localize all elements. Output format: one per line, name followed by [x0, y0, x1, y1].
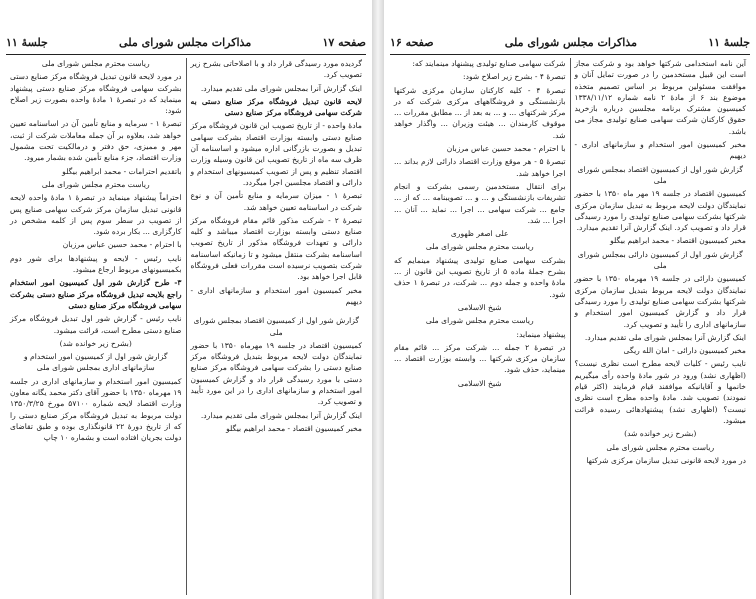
column-right	[571, 58, 751, 595]
bill-title: لایحه قانون تبدیل فروشگاه مرکز صنایع دستی به شرکت سهامی فروشگاه مرکز صنایع دستی	[190, 96, 362, 118]
section-heading: ۳- طرح گزارش شور اول کمیسیون امور استخدام راجع بلایحه تبدیل فروشگاه مرکز صنایع دستی بشرکت سهامی فروشگاه مرکز صنایع دستی	[10, 278, 182, 310]
paragraph: کمیسیون اقتصاد در جلسه ۱۹ مهر ماه ۱۳۵۰ با حضور نمایندگان دولت لایحه مربوط به تبدیل سازمان مرکزی شرکتها بشرکت سهامی صنایع تولیدی را مورد رسیدگی قرار داد و تصویب کرد. اینک گزارش آنرا تقدیم میدارد.	[574, 189, 747, 233]
paragraph: آین نامه استخدامی شرکتها خواهد بود و شرکت مجاز است این قبیل مستخدمین را در صورت تمایل آنان و موافقت مسئولین مربوط بر اساس تصمیم متخذه موضوع بند ۶ از مادهٔ ۲ نامه شماره ۱۳۳۸/۱۱/۱۲ کمیسیون مشترک برنامه مجلسین درباره بازخرید حقوق کارکنان شرکت سهامی صنایع تولیدی مجاز می باشد.	[574, 59, 746, 136]
paragraph: اینک گزارش آنرا بمجلس شورای ملی تقدیم میدارد.	[200, 83, 362, 93]
signature: باتقدیم احترامات - محمد ابراهیم بیگلو	[62, 166, 182, 176]
column-left	[6, 58, 187, 595]
report-heading: گزارش شور اول از کمیسیون امور استخدام و سازمانهای اداری بمجلس شورای ملی	[23, 352, 168, 373]
report-heading: گزارش شور اول از کمیسیون دارائی بمجلس شورای ملی	[577, 249, 743, 271]
session-number: جلسهٔ ۱۱	[708, 35, 750, 49]
page-header	[6, 30, 366, 55]
signature: شیخ الاسلامی	[457, 302, 502, 312]
address-line: ریاست محترم مجلس شورای ملی	[606, 442, 715, 452]
paragraph: شرکت سهامی صنایع تولیدی پیشنهاد مینمایند که:	[412, 59, 566, 68]
text-columns	[6, 58, 366, 595]
paragraph: نایب رئیس - کلیات لایحه مطرح است نظری نیست؟ (اظهاری نشد) ورود در شور مادهٔ واحده رأی میگیریم خانمها و آقایانیکه موافقند قیام فرمایند (اکثر قیام نمودند) تصویب شد. مادهٔ واحده مطرح است نظری نیست؟ (اظهاری نشد) پیشنهادهائی رسیده قرائت میشود.	[574, 359, 746, 425]
paragraph: اینک گزارش آنرا بمجلس شورای ملی تقدیم میدارد.	[200, 410, 362, 420]
report-heading: گزارش شور اول از کمیسیون اقتصاد بمجلس شورای ملی	[193, 316, 360, 337]
signature: مخبر کمیسیون امور استخدام و سازمانهای اداری - دیهیم	[574, 140, 746, 161]
page-number: صفحه ۱۷	[322, 35, 366, 49]
signature: با احترام - محمد حسین عباس مرزبان	[62, 240, 182, 250]
paragraph: کمیسیون امور استخدام و سازمانهای اداری در جلسه ۱۹ مهرماه ۱۳۵۰ با حضور آقای دکتر محمد یگانه معاون وزارت اقتصاد لایحه شماره ۵۷۱۰۰ مورخ ۱۳۵۰/۳/۲۵ دولت مربوط به تبدیل فروشگاه مرکز صنایع دستی را که از تاریخ دورهٔ ۲۲ قانونگذاری بوده و طبق تقاضای دولت بجریان افتاده است و بشماره ۱۰ چاپ	[10, 376, 182, 443]
paragraph: تبصرهٔ ۲ - شرکت مذکور قائم مقام فروشگاه مرکز صنایع دستی وابسته بوزارت اقتصاد میباشد و کلیه دارائی و تعهدات فروشگاه مذکور از تاریخ تصویب اساسنامه بشرکت منتقل میشود و تا زمانیکه اساسنامه شرکت بتصویب نرسیده است مقررات فعلی فروشگاه قابل اجرا خواهد بود.	[190, 215, 363, 282]
paragraph: مادهٔ واحده - از تاریخ تصویب این قانون فروشگاه مرکز صنایع دستی وابسته بوزارت اقتصاد بشرکت سهامی تبدیل و بصورت بازرگانی اداره میشود و اساسنامه آن ظرف سه ماه از تاریخ تصویب این قانون وسیله وزارت اقتصاد تنظیم و پس از تصویب کمیسیونهای استخدام و دارائی و اقتصاد مجلسین اجرا میگردد.	[190, 121, 362, 187]
left-page	[0, 0, 372, 599]
signature: مخبر کمیسیون اقتصاد - محمد ابراهیم بیگلو	[226, 423, 362, 433]
page-header	[390, 30, 750, 55]
address-line: ریاست محترم مجلس شورای ملی	[425, 242, 534, 252]
paragraph: نایب رئیس - گزارش شور اول تبدیل فروشگاه مرکز صنایع دستی مطرح است، قرائت میشود.	[10, 314, 182, 335]
paragraph: کمیسیون اقتصاد در جلسه ۱۹ مهرماه ۱۳۵۰ با حضور نمایندگان دولت لایحه مربوط بتبدیل فروشگاه مرکز صنایع دستی را بشرکت سهامی فروشگاه مرکز صنایع دستی با مورد رسیدگی قرار داد و گزارش کمیسیون امور استخدام و سازمانهای اداری را در این مورد تأیید و تصویب کرد.	[190, 340, 363, 407]
paragraph: احتراماً پیشنهاد مینماید در تبصرهٔ ۱ مادهٔ واحده لایحه قانونی تبدیل سازمان مرکز شرکت سهامی صنایع پس از تصویب در سطر سوم پس از کلمه مشخص در کارگزاری ... بکار برده شود.	[10, 193, 182, 237]
address-line: ریاست محترم مجلس شورای ملی	[41, 179, 150, 189]
paragraph: تبصرهٔ ۱ - میزان سرمایه و منابع تأمین آن و نوع شرکت در اساسنامه تعیین خواهد شد.	[190, 191, 362, 212]
paragraph: برای انتقال مستخدمین رسمی بشرکت و انجام تشریفات بازنشستگی و ... و ... تصویبنامه ... که از ... جامع ... شرکت سهامی ... اجرا ... نماید ... آنان ... اجرا ... شد.	[394, 181, 566, 225]
signature: مخبر کمیسیون اقتصاد - محمد ابراهیم بیگلو	[610, 236, 746, 246]
paragraph: تبصرهٔ ۴ - بشرح زیر اصلاح شود:	[463, 72, 566, 82]
paragraph: بشرکت سهامی صنایع تولیدی پیشنهاد مینمایم که بشرح جملهٔ ماده ۵ از تاریخ تصویب این قانون از ... مادهٔ واحده و جمله دوم ... شرکت، در تبصرهٔ ۱ حذف شود.	[394, 255, 566, 299]
column-left	[390, 58, 571, 595]
paragraph: کمیسیون دارائی در جلسه ۱۹ مهرماه ۱۳۵۰ با حضور نمایندگان دولت لایحه مربوط بتبدیل سازمان مرکزی شرکتها بشرکت سهامی صنایع تولیدی را مورد رسیدگی قرار داد و گزارش کمیسیون امور استخدام و سازمانهای اداری را تأیید و تصویب کرد.	[574, 274, 746, 329]
paragraph: در مورد لایحه قانونی تبدیل سازمان مرکزی شرکتها	[586, 455, 746, 465]
address-line: ریاست محترم مجلس شورای ملی	[425, 316, 534, 326]
paragraph: تبصرهٔ ۴ - کلیه کارکنان سازمان مرکزی شرکتها بازنشستگی و فروشگاههای مرکزی شرکت که در مرکز شرکتهای ... و ... به بعد از ... مطابق مقررات ... موقوف کارمندان ... هیئت وزیران ... واگذار خواهد شد.	[394, 85, 566, 140]
right-page	[384, 0, 756, 599]
signature: مخبر کمیسیون امور استخدام و سازمانهای اداری - دیهیم	[190, 285, 362, 306]
paragraph: تبصرهٔ ۵ - هر موقع وزارت اقتصاد دارائی لازم بداند ... اجرا خواهد شد.	[394, 157, 566, 178]
signature: شیخ الاسلامی	[457, 378, 502, 388]
address-line: ریاست محترم مجلس شورای ملی	[41, 59, 150, 68]
read-note: (بشرح زیر خوانده شد)	[624, 429, 697, 439]
signature: با احترام - محمد حسین عباس مرزبان	[446, 144, 566, 154]
book-gutter	[372, 0, 384, 599]
session-number: جلسهٔ ۱۱	[6, 35, 48, 49]
page-number: صفحه ۱۶	[390, 35, 434, 49]
report-heading: گزارش شور اول از کمیسیون اقتصاد بمجلس شورای ملی	[577, 164, 744, 185]
read-note: (بشرح زیر خوانده شد)	[59, 338, 132, 348]
journal-title: مذاکرات مجلس شورای ملی	[119, 35, 252, 49]
paragraph: اینک گزارش آنرا بمجلس شورای ملی تقدیم میدارد.	[584, 332, 746, 342]
paragraph: نایب رئیس - لایحه و پیشنهادها برای شور دوم بکمیسیونهای مربوط ارجاع میشود.	[10, 253, 182, 275]
paragraph: تبصرهٔ ۱ - سرمایه و منابع تأمین آن در اساسنامه تعیین خواهد شد، بعلاوه بر آن جمله معاملات شرکت از ثبت، مهر و ممیزی، حق دفتر و درمالکیت تحت مشمول وزارت اقتصاد، جزء منابع تأمین شده بشمار میرود.	[10, 119, 182, 163]
paragraph: پیشنهاد مینماید:	[516, 329, 566, 339]
column-right	[187, 58, 367, 595]
text-columns	[390, 58, 750, 595]
paragraph: در تبصرهٔ ۲ جمله ... شرکت مرکز ... قائم مقام سازمان مرکزی شرکتها ... وابسته بوزارت اقتصاد ... مینماید، حذف شود.	[394, 342, 566, 375]
paragraph: گردیده مورد رسیدگی قرار داد و با اصلاحاتی بشرح زیر تصویب کرد.	[190, 59, 362, 80]
signature: علی اصغر ظهوری	[450, 229, 509, 239]
paragraph: در مورد لایحه قانون تبدیل فروشگاه مرکز صنایع دستی بشرکت سهامی فروشگاه مرکز صنایع دستی پیشنهاد مینماید که در تبصرهٔ ۱ مادهٔ واحده بصورت زیر اصلاح شود:	[10, 72, 182, 116]
signature: مخبر کمیسیون دارائی - امان الله ریگی	[623, 346, 746, 356]
journal-title: مذاکرات مجلس شورای ملی	[504, 35, 637, 49]
